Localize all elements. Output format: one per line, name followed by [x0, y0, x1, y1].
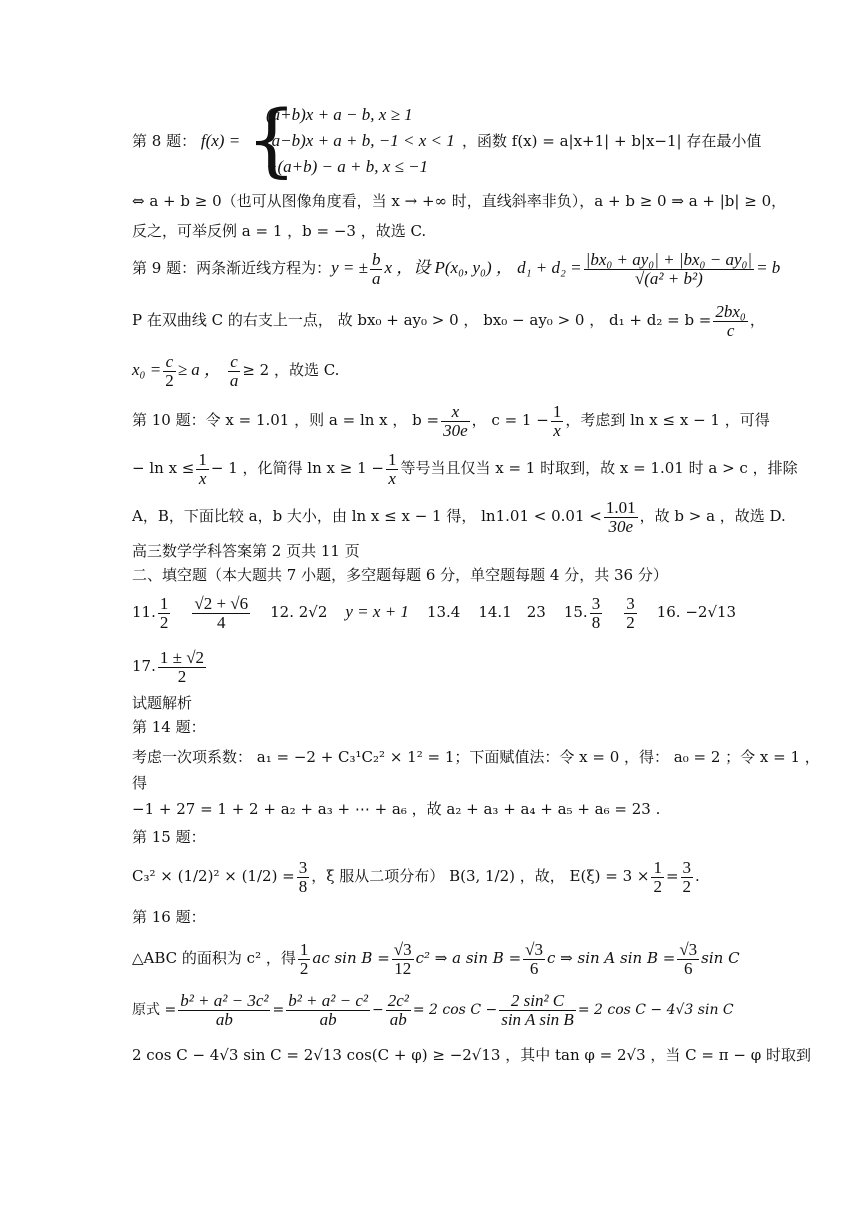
fraction	[158, 649, 206, 686]
frac-num: c	[163, 353, 176, 372]
q16-eq: =	[272, 1002, 285, 1018]
frac-den: 2	[165, 370, 174, 390]
frac-num: √3	[393, 939, 412, 959]
frac-num: 1.01	[605, 497, 636, 517]
frac-num: 2 sin² C	[499, 992, 576, 1011]
frac-den: c	[726, 320, 735, 340]
q10-c-pre: ， c = 1 −	[471, 411, 549, 429]
q9-line2-post: ，	[749, 311, 765, 329]
frac-den: 8	[298, 876, 308, 896]
q10-line2-mid: − 1 ，化简得 ln x ≥ 1 −	[210, 459, 384, 477]
fraction	[651, 859, 664, 896]
q16-label: 第 16 题：	[132, 908, 206, 926]
fraction	[604, 499, 638, 536]
fraction	[392, 941, 414, 978]
frac-den: 2	[159, 612, 169, 632]
fraction	[178, 992, 270, 1029]
frac-den: 30e	[608, 516, 633, 536]
frac-den: x	[388, 468, 396, 488]
q16-line3: 2 cos C − 4√3 sin C = 2√13 cos(C + φ) ≥ −2√13 ，其中 tan φ = 2√3 ，当 C = π − φ 时取到	[132, 1046, 811, 1064]
q16-line1-pre: △ABC 的面积为 c² ，得	[132, 949, 296, 967]
frac-num: b	[371, 249, 381, 269]
answer-12b: y = x + 1	[345, 602, 409, 621]
q15-line	[132, 854, 740, 898]
q9-label: 第 9 题：两条渐近线方程为：	[132, 259, 332, 277]
q9-line2	[132, 300, 765, 340]
frac-num: 1 ± √2	[159, 647, 205, 667]
q10-line3-post: ，故 b > a ，故选 D.	[639, 507, 786, 525]
q16-minus: −	[371, 1002, 384, 1018]
fraction	[677, 941, 699, 978]
q10-line3-pre: A，B，下面比较 a，b 大小，由 ln x ≤ x − 1 得， ln1.01 < 0.01 <	[132, 507, 602, 525]
q9-line3	[132, 350, 740, 390]
frac-num: 1	[653, 857, 662, 877]
answer-16: 16. −2√13	[656, 603, 737, 621]
q10-line1-pre: 第 10 题：令 x = 1.01 ，则 a = ln x ， b =	[132, 411, 440, 429]
frac-den: ab	[319, 1009, 337, 1029]
q16-line2	[132, 988, 740, 1032]
frac-num: 3	[298, 857, 308, 877]
q10-line2-pre: − ln x ≤	[132, 459, 195, 477]
frac-den: 2	[177, 666, 187, 686]
frac-num: x	[441, 403, 470, 422]
q8-piecewise	[246, 93, 455, 186]
page-footer: 高三数学学科答案第 2 页共 11 页	[132, 542, 360, 560]
frac-den: 6	[683, 958, 693, 978]
frac-num: 3	[682, 857, 692, 877]
frac-den: 30e	[443, 420, 468, 440]
q16-mid2: c² ⇒ a sin B =	[415, 949, 522, 967]
fraction	[228, 353, 241, 390]
fraction	[523, 941, 545, 978]
fraction	[192, 595, 250, 632]
frac-num: 1	[387, 449, 397, 469]
q10-line3	[132, 496, 786, 536]
frac-den: 12	[394, 958, 412, 978]
frac-num: b² + a² − c²	[288, 990, 368, 1010]
q16-post: sin C	[701, 949, 740, 967]
q9-line2-pre: P 在双曲线 C 的右支上一点， 故 bx₀ + ay₀ > 0 ， bx₀ − ay₀ > 0 ， d₁ + d₂ = b =	[132, 311, 712, 329]
q15-mid: ，ξ 服从二项分布） B(3, 1/2) ，故， E(ξ) = 3 ×	[311, 867, 650, 885]
q16-line1	[132, 936, 740, 980]
frac-den: ab	[389, 1009, 407, 1029]
frac-den: a	[229, 370, 239, 390]
frac-num: b² + a² − 3c²	[180, 990, 269, 1010]
fraction	[386, 992, 411, 1029]
q16-mid1: ac sin B =	[312, 949, 390, 967]
fraction	[584, 251, 754, 288]
fraction	[297, 859, 310, 896]
frac-num: √2 + √6	[194, 593, 249, 613]
frac-den: 2	[299, 958, 309, 978]
frac-den: 8	[591, 612, 601, 632]
frac-den: √(a² + b²)	[634, 268, 703, 288]
fraction	[158, 595, 171, 632]
q8-case1: (a+b)x + a − b, x ≥ 1	[266, 105, 413, 124]
frac-num: 1	[552, 401, 562, 421]
fraction	[441, 403, 470, 440]
frac-den: a	[371, 268, 381, 288]
fraction	[370, 251, 383, 288]
q8-case3: −(a+b) − a + b, x ≤ −1	[266, 157, 429, 176]
q9-d-post: = b	[756, 258, 781, 277]
q15-eq: =	[665, 867, 679, 885]
q8-case2: (a−b)x + a + b, −1 < x < 1	[266, 131, 455, 150]
frac-den: 2	[682, 876, 692, 896]
q10-line1-post: ，考虑到 ln x ≤ x − 1 ，可得	[565, 411, 770, 429]
fraction	[624, 595, 637, 632]
q8-fx: f(x) =	[200, 131, 241, 150]
q9-line1	[132, 248, 781, 288]
q9-line3-mid: ≥ a ，	[177, 360, 222, 379]
frac-num: 3	[591, 593, 601, 613]
frac-num: 3	[626, 593, 635, 613]
answer-13: 13.4	[426, 603, 461, 621]
frac-den: 2	[626, 612, 635, 632]
frac-num: 2c²	[387, 990, 409, 1010]
q16-line2-pre: 原式 =	[132, 1002, 177, 1018]
frac-num: 1	[299, 939, 309, 959]
frac-den: 4	[216, 612, 226, 632]
fraction	[386, 451, 399, 488]
a11-label: 11.	[132, 603, 156, 621]
frac-num: 2bx₀	[715, 301, 746, 321]
frac-num: 1	[159, 593, 169, 613]
frac-num: |bx₀ + ay₀| + |bx₀ − ay₀|	[585, 249, 753, 269]
answers-row1	[132, 590, 740, 634]
frac-den: ab	[215, 1009, 233, 1029]
frac-num: c	[228, 353, 241, 372]
q8-label: 第 8 题：	[132, 132, 197, 150]
frac-num: √3	[525, 939, 543, 959]
fraction	[551, 403, 564, 440]
q8-line3: 反之，可举反例 a = 1 ，b = −3 ，故选 C.	[132, 222, 427, 240]
fraction	[163, 353, 176, 390]
q14-line1: 考虑一次项系数： a₁ = −2 + C₃¹C₂² × 1² = 1；下面赋值法：令 x = 0 ，得： a₀ = 2 ；令 x = 1 ，	[132, 748, 820, 766]
a15-label: 15.	[563, 603, 588, 621]
left-brace: {	[246, 93, 297, 186]
q14-line2: 得	[132, 774, 148, 792]
q8-line2: ⇔ a + b ≥ 0（也可从图像角度看，当 x → +∞ 时，直线斜率非负），a + b ≥ 0 ⇒ a + |b| ≥ 0，	[132, 192, 787, 210]
q14-line3: −1 + 27 = 1 + 2 + a₂ + a₃ + ⋯ + a₆ ，故 a₂ + a₃ + a₄ + a₅ + a₆ = 23 .	[132, 800, 661, 818]
q14-label: 第 14 题：	[132, 718, 206, 736]
frac-den: 6	[529, 958, 539, 978]
fraction	[681, 859, 694, 896]
q16-line2-post: = 2 cos C − 4√3 sin C	[577, 1002, 734, 1018]
q8-tail: ，函数 f(x) = a|x+1| + b|x−1| 存在最小值	[462, 132, 762, 150]
fraction	[298, 941, 311, 978]
fraction	[713, 303, 747, 340]
q10-line1	[132, 400, 770, 440]
frac-num: 1	[198, 449, 207, 469]
q9-line3-post: ≥ 2 ，故选 C.	[242, 361, 340, 379]
q16-mid: = 2 cos C −	[412, 1002, 498, 1018]
q9-asym-post: x ，设 P(x₀, y₀) ， d₁ + d₂ =	[384, 258, 582, 277]
q9-line3-pre: x₀ =	[132, 360, 162, 379]
fraction	[196, 451, 209, 488]
frac-den: 2	[653, 876, 662, 896]
q10-line2-post: 等号当且仅当 x = 1 时取到，故 x = 1.01 时 a > c ，排除	[400, 459, 798, 477]
frac-den: sin A sin B	[501, 1009, 574, 1029]
answers-row2	[132, 644, 740, 688]
answer-12: 12. 2√2	[270, 603, 328, 621]
section-heading: 二、填空题（本大题共 7 小题，多空题每题 6 分，单空题每题 4 分，共 36 分）	[132, 566, 668, 584]
q15-post: .	[695, 867, 700, 885]
analysis-title: 试题解析	[132, 694, 193, 712]
fraction	[590, 595, 603, 632]
frac-num: √3	[679, 939, 698, 959]
fraction	[499, 992, 576, 1029]
frac-den: x	[553, 420, 561, 440]
frac-den: x	[198, 468, 207, 488]
fraction	[286, 992, 370, 1029]
q9-asym-pre: y = ±	[331, 258, 368, 277]
a17-label: 17.	[132, 657, 156, 675]
q16-mid3: c ⇒ sin A sin B =	[546, 949, 676, 967]
answer-14: 14.1 23	[478, 603, 546, 621]
q15-expr: C₃² × (1/2)² × (1/2) =	[132, 867, 295, 885]
q15-label: 第 15 题：	[132, 828, 206, 846]
q10-line2	[132, 448, 798, 488]
